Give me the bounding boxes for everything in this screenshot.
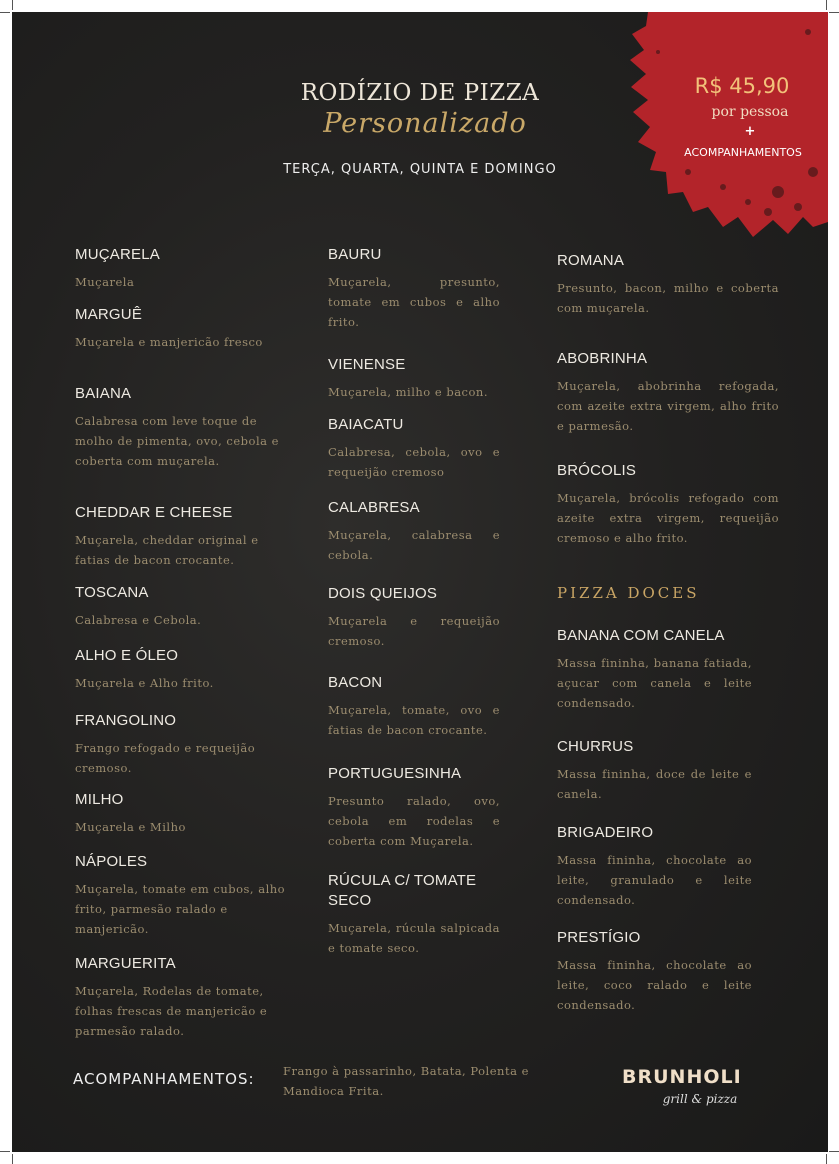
menu-item-description: Muçarela, milho e bacon. [328, 385, 488, 399]
menu-item-name: MARGUERITA [75, 955, 176, 972]
menu-item-description: Muçarela, tomate, ovo e fatias de bacon crocante. [328, 703, 500, 737]
menu-item-name: CHEDDAR E CHEESE [75, 504, 233, 521]
menu-item-description: Massa fininha, doce de leite e canela. [557, 767, 752, 801]
brand-logo: BRUNHOLI [622, 1066, 742, 1088]
menu-item-description: Calabresa, cebola, ovo e requeijão cremoso [328, 445, 500, 479]
menu-item-description: Muçarela e manjericão fresco [75, 335, 263, 349]
price-unit: por pessoa [711, 104, 789, 120]
menu-item [557, 626, 752, 713]
menu-item [75, 245, 287, 292]
menu-item-description: Muçarela [75, 275, 135, 289]
brand-tagline: grill & pizza [662, 1092, 738, 1106]
menu-item-name: MUÇARELA [75, 246, 160, 263]
menu-item [75, 790, 287, 837]
menu-item-name: FRANGOLINO [75, 712, 177, 729]
menu-item-name: BAURU [328, 246, 382, 263]
crop-mark [12, 0, 13, 10]
crop-mark [12, 1154, 13, 1164]
menu-item-name: CHURRUS [557, 738, 634, 755]
menu-item [328, 673, 500, 740]
menu-item-description: Massa fininha, chocolate ao leite, coco ralado e leite condensado. [557, 958, 752, 1012]
menu-item-name: ABOBRINHA [557, 350, 648, 367]
crop-mark [826, 0, 827, 10]
menu-item [75, 852, 287, 939]
menu-item-name: DOIS QUEIJOS [328, 585, 438, 602]
menu-item-name: ALHO E ÓLEO [75, 647, 179, 664]
menu-item-description: Muçarela, abobrinha refogada, com azeite extra virgem, alho frito e parmesão. [557, 379, 779, 433]
menu-item-description: Muçarela e Alho frito. [75, 676, 214, 690]
page-title: RODÍZIO DE PIZZA [300, 80, 540, 106]
menu-item-name: BANANA COM CANELA [557, 627, 725, 644]
menu-item [75, 646, 287, 693]
menu-item-name: CALABRESA [328, 499, 420, 516]
menu-item-name: PORTUGUESINHA [328, 765, 462, 782]
section-title-sweet: PIZZA DOCES [557, 584, 700, 602]
menu-item [328, 871, 500, 958]
menu-item-name: ROMANA [557, 252, 625, 269]
menu-item-name: PRESTÍGIO [557, 929, 641, 946]
menu-item [328, 498, 500, 565]
menu-item [75, 503, 287, 570]
menu-item [557, 461, 779, 548]
menu-item-name: TOSCANA [75, 584, 149, 601]
crop-mark [0, 1151, 10, 1152]
menu-item-description: Muçarela, brócolis refogado com azeite extra virgem, requeijão cremoso e alho frito. [557, 491, 779, 545]
menu-item-description: Presunto, bacon, milho e coberta com muçarela. [557, 281, 779, 315]
menu-item-description: Presunto ralado, ovo, cebola em rodelas e coberta com Muçarela. [328, 794, 500, 848]
menu-item [75, 711, 287, 778]
menu-item [75, 305, 287, 352]
menu-item-name: BACON [328, 674, 383, 691]
menu-item-name: NÁPOLES [75, 853, 148, 870]
menu-item-name: VIENENSE [328, 356, 406, 373]
menu-item [328, 764, 500, 851]
page-subtitle: Personalizado [323, 108, 527, 139]
menu-item-description: Muçarela, calabresa e cebola. [328, 528, 500, 562]
menu-item [75, 583, 287, 630]
menu-item-name: BRÓCOLIS [557, 462, 637, 479]
menu-item [328, 355, 500, 402]
menu-item-description: Muçarela, presunto, tomate em cubos e alho frito. [328, 275, 500, 329]
menu-item-description: Muçarela, rúcula salpicada e tomate seco. [328, 921, 500, 955]
menu-item-name: BAIACATU [328, 416, 404, 433]
menu-item-description: Muçarela e Milho [75, 820, 186, 834]
menu-item [328, 245, 500, 332]
menu-item-description: Frango refogado e requeijão cremoso. [75, 741, 256, 775]
menu-item-description: Muçarela, cheddar original e fatias de bacon crocante. [75, 533, 259, 567]
crop-mark [829, 1151, 839, 1152]
menu-item [328, 584, 500, 651]
menu-item [557, 823, 752, 910]
menu-item [75, 954, 287, 1041]
price-extra: ACOMPANHAMENTOS [684, 146, 802, 159]
menu-item-name: BAIANA [75, 385, 132, 402]
menu-item [557, 251, 779, 318]
price: R$ 45,90 [694, 74, 790, 98]
menu-item-description: Calabresa com leve toque de molho de pimenta, ovo, cebola e coberta com muçarela. [75, 414, 279, 468]
menu-item-description: Massa fininha, banana fatiada, açucar com canela e leite condensado. [557, 656, 752, 710]
menu-item-name: RÚCULA C/ TOMATE SECO [328, 872, 477, 909]
menu-item-description: Calabresa e Cebola. [75, 613, 202, 627]
menu-item [557, 928, 752, 1015]
days-available: TERÇA, QUARTA, QUINTA E DOMINGO [283, 162, 557, 177]
menu-item-description: Muçarela, Rodelas de tomate, folhas frescas de manjericão e parmesão ralado. [75, 984, 268, 1038]
crop-mark [0, 12, 10, 13]
menu-item-description: Muçarela e requeijão cremoso. [328, 614, 500, 648]
sides-text: Frango à passarinho, Batata, Polenta e Mandioca Frita. [283, 1064, 529, 1098]
menu-item-name: MARGUÊ [75, 306, 143, 323]
menu-item [557, 349, 779, 436]
menu-item [75, 384, 287, 471]
menu-item [328, 415, 500, 482]
menu-item-description: Massa fininha, chocolate ao leite, granulado e leite condensado. [557, 853, 752, 907]
crop-mark [826, 1154, 827, 1164]
menu-item-description: Muçarela, tomate em cubos, alho frito, parmesão ralado e manjericão. [75, 882, 286, 936]
menu-item [557, 737, 752, 804]
crop-mark [829, 12, 839, 13]
menu-item-name: MILHO [75, 791, 124, 808]
menu-item-name: BRIGADEIRO [557, 824, 654, 841]
price-plus: + [744, 124, 756, 139]
sides-label: ACOMPANHAMENTOS: [73, 1070, 255, 1088]
